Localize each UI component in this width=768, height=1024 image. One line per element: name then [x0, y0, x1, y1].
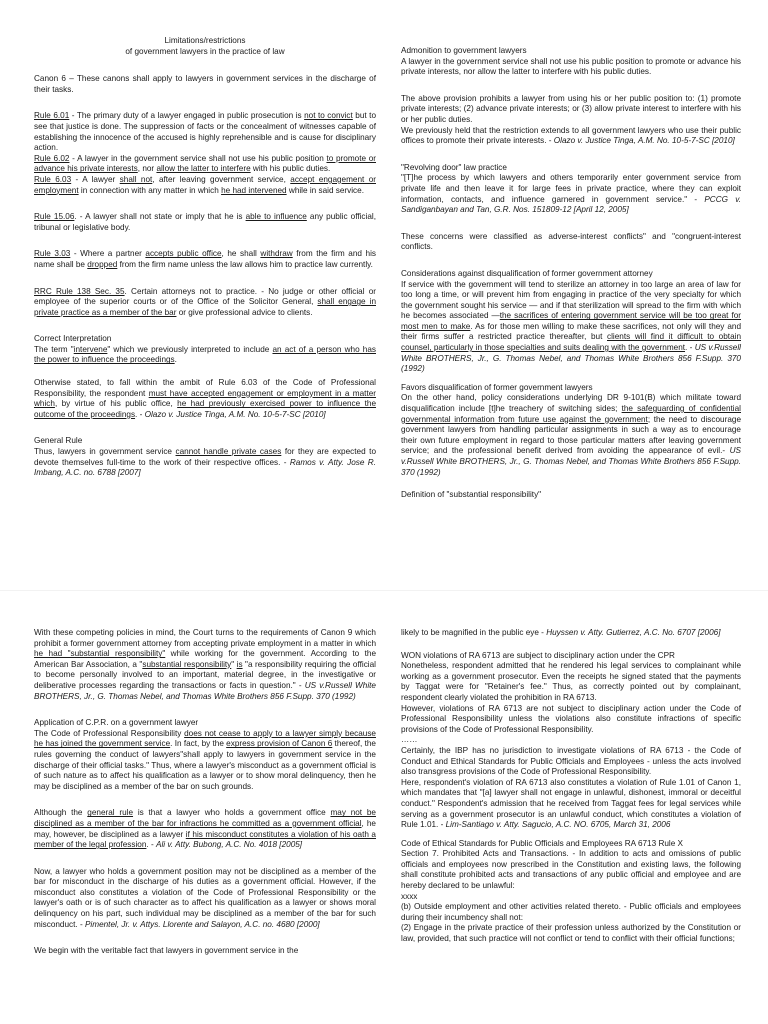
rule-6-03-text-end: while in said service. — [286, 185, 364, 195]
top-left-column — [34, 36, 376, 488]
definition-heading: Definition of "substantial responsibility" — [401, 490, 542, 500]
rule-15-06-paragraph — [34, 212, 376, 233]
section-7-paragraph: Section 7. Prohibited Acts and Transactions. - In addition to acts and omissions of public officials and employees now prescribed in the Constitution and existing laws, the following shall constitute prohibited acts and transactions of any public official and employee and are hereby declared to be unlawful: — [401, 849, 741, 891]
ci-text-end: . — [174, 355, 177, 365]
alt-text-2: is that a lawyer who holds a government office — [133, 808, 331, 818]
cons-text-2: . As for those men willing to make these sacrifices, not only will they and their firms suffer a restricted practice thereafter, but — [401, 321, 742, 342]
ow-text-3: . - — [135, 409, 145, 419]
considerations-heading: Considerations against disqualification of former government attorney — [401, 268, 653, 278]
magnified-paragraph — [401, 628, 741, 639]
rule-6-02-text-2: , nor — [137, 164, 157, 174]
alt-text-4: . - — [146, 840, 156, 850]
gr-text: Thus, lawyers in government service — [34, 447, 176, 457]
ci-emphasis-1: intervene — [73, 344, 108, 354]
top-right-column — [401, 46, 741, 510]
app-text-3: thereof, the rules governing the conduct of lawyers"shall apply to lawyers in government service in the discharge of their official tasks." Thus, where a lawyer's misconduct as a government official is of such nature as to affect his qualification as a lawyer or to show moral delinquency, then he may be disciplined as a member of the bar on such grounds. — [34, 739, 376, 791]
canon-6-paragraph: Canon 6 – These canons shall apply to lawyers in government services in the discharge of their tasks. — [34, 74, 376, 94]
rule-6-03-paragraph — [34, 175, 376, 196]
rrc-rule-label: RRC Rule 138 Sec. 35 — [34, 286, 125, 296]
rule-6-03-emphasis-3: he had intervened — [221, 185, 287, 195]
concerns-paragraph: These concerns were classified as adverse-interest conflicts" and "congruent-interest conflicts. — [401, 231, 741, 252]
rrc-rule-text-end: or give professional advice to clients. — [176, 307, 313, 317]
rule-6-02-text-end: with his public duties. — [250, 164, 331, 174]
rule-3-03-emphasis-2: withdraw — [260, 249, 293, 259]
favors-paragraph — [401, 393, 741, 478]
otherwise-stated-paragraph — [34, 378, 376, 420]
cp-citation: US v.Russell White BROTHERS, Jr., G. Thomas Nebel, and Thomas White Brothers 856 F.Supp. 370 (1992) — [34, 680, 376, 701]
application-paragraph — [34, 729, 376, 793]
ellipsis: …… — [401, 735, 418, 745]
rule-3-03-paragraph — [34, 249, 376, 270]
bottom-right-column — [401, 628, 741, 945]
alt-text: Although the — [34, 808, 88, 818]
rrc-rule-emphasis: shall engage in private practice as a member of the bar — [34, 297, 376, 317]
ci-text-2: " which we previously interpreted to include — [107, 344, 273, 354]
page-title-line-2: of government lawyers in the practice of law — [125, 46, 285, 56]
rule-6-03-label: Rule 6.03 — [34, 174, 72, 184]
nonetheless-paragraph: Nonetheless, respondent admitted that he rendered his legal services to complainant while working as a government prosecutor. Even the receipts he signed stated that the payments by Taggat were for "Retainer's fee." Thus, as correctly pointed out by complainant, respondent clearly violated the prohibition in RA 6713. — [401, 661, 741, 702]
veritable-fact-paragraph: We begin with the veritable fact that lawyers in government service in the — [34, 946, 299, 956]
now-paragraph — [34, 867, 376, 931]
gr-citation: Ramos v. Atty. Jose R. Imbang, A.C. no. 6788 [2007] — [34, 457, 376, 478]
ow-emphasis-2: he had previously exercised power to influence the outcome of the proceedings — [34, 399, 377, 419]
bottom-left-column — [34, 628, 376, 966]
rule-6-01-emphasis: not to convict — [304, 111, 353, 121]
rule-6-02-text: - A lawyer in the government service shall not use his public position — [69, 153, 327, 163]
here-text: Here, respondent's violation of RA 6713 also constitutes a violation of Rule 1.01 of Canon 1, which mandates that "[a] lawyer shall not engage in unlawful, dishonest, immoral or deceitful conduct." Respondent's admission that he received from Taggat fees for legal services while serving as a government prosecutor is an unlawful conduct, which constitutes a violation of Rule 1.01. - — [401, 777, 741, 830]
now-text: Now, a lawyer who holds a government position may not be disciplined as a member of the bar for misconduct in the discharge of his duties as a government official. However, if the misconduct also constitutes a violation of the Code of Professional Responsibility or the lawyer's oath or is of such character as to affect his qualification as a lawyer or shows moral delinquency on his part, such individual may be disciplined as a member of the bar for such misconduct. - — [34, 866, 376, 929]
rule-6-03-text-2: , after leaving government service, — [152, 174, 291, 184]
restriction-paragraph — [401, 126, 741, 147]
cp-text-4: "a responsibility requiring the official to become personally involved to an important, material degree, in the investigative or deliberative processes regarding the transactions or facts in question." - — [34, 659, 376, 690]
outside-employment-paragraph: (b) Outside employment and other activities related thereto. - Public officials and employees during their incumbency shall not: — [401, 902, 741, 922]
alt-emphasis-2: may not be disciplined as a member of the bar for infractions he committed as a government official — [34, 808, 376, 828]
rule-3-03-label: Rule 3.03 — [34, 249, 71, 259]
alt-emphasis-3: if his misconduct constitutes a violation of his oath a member of the legal profession — [34, 829, 376, 850]
app-emphasis-1: does not cease to apply to a lawyer simply because he has joined the government service — [34, 728, 376, 749]
however-paragraph: However, violations of RA 6713 are not subject to disciplinary action under the Code of Professional Responsibility unless the violations also constitute infractions of specific provisions of the Code of Professional Responsibility. — [401, 703, 741, 734]
provision-paragraph: The above provision prohibits a lawyer from using his or her public position to: (1) promote private interests; (2) advance private interests; or (3) allow private interest to interfere with his or her public duties. — [401, 93, 741, 124]
revolving-door-paragraph — [401, 173, 741, 215]
cons-emphasis-1: the sacrifices of entering government service will be too great for most men to make — [401, 311, 741, 331]
correct-interpretation-heading: Correct Interpretation — [34, 334, 112, 344]
ow-text-2: , by virtue of his public office, — [54, 399, 178, 409]
ow-citation: Olazo v. Justice Tinga, A.M. No. 10-5-7-SC [2010] — [144, 409, 326, 419]
rule-3-03-text-end: from the firm name unless the law allows him to practice law currently. — [117, 259, 373, 269]
rule-3-03-emphasis-1: accepts public office — [145, 249, 222, 259]
rule-6-01-text: - The primary duty of a lawyer engaged in public prosecution is — [69, 111, 305, 121]
cp-emphasis-3: is — [236, 659, 243, 669]
xxxx-marker: xxxx — [401, 891, 418, 901]
cons-citation: US v.Russell White BROTHERS, Jr., G. Thomas Nebel, and Thomas White Brothers 856 F.Supp. 370 (1992) — [401, 343, 741, 374]
ow-emphasis-1: must have accepted engagement or employment in a matter which — [34, 388, 377, 409]
page-title-line-1: Limitations/restrictions — [164, 36, 246, 45]
revolving-door-heading: "Revolving door" law practice — [401, 162, 507, 172]
alt-text-3: , he may, however, be disciplined as a lawyer — [34, 818, 376, 839]
cp-text-3: " — [231, 659, 237, 669]
certainly-paragraph: Certainly, the IBP has no jurisdiction to investigate violations of RA 6713 - the Code of Conduct and Ethical Standards for Public Officials and Employees - unless the acts involved also transgress provisions of the Code of Professional Responsibility. — [401, 745, 741, 777]
competing-policies-paragraph — [34, 628, 376, 702]
page-divider — [0, 590, 768, 591]
mag-text: likely to be magnified in the public eye - — [401, 628, 547, 637]
mag-citation: Huyssen v. Atty. Gutierrez, A.C. No. 6707 [2006] — [546, 628, 721, 637]
rule-6-03-emphasis-1: shall not — [119, 174, 153, 184]
alt-emphasis-1: general rule — [87, 808, 134, 818]
rule-6-03-emphasis-2: accept engagement or employment — [34, 174, 376, 195]
rule-6-02-emphasis-1: to promote or advance his private interests — [34, 153, 376, 174]
rule-3-03-text-3: from the firm and his name shall be — [34, 249, 376, 269]
rule-3-03-emphasis-3: dropped — [87, 259, 118, 269]
private-practice-paragraph: (2) Engage in the private practice of their profession unless authorized by the Constitution or law, provided, that such practice will not conflict or tend to conflict with their official functions; — [401, 923, 741, 944]
ci-text: The term " — [34, 344, 74, 354]
correct-interpretation-paragraph — [34, 345, 376, 366]
cp-text: With these competing policies in mind, the Court turns to the requirements of Canon 9 which prohibit a former government attorney from accepting private employment in a matter in which — [34, 628, 376, 648]
app-text: The Code of Professional Responsibility — [34, 728, 185, 738]
rule-6-03-text: - A lawyer — [71, 174, 120, 184]
fav-text: On the other hand, policy considerations underlying DR 9-101(B) which militate toward disqualification include [t]he treachery of switching sides; — [401, 393, 741, 414]
cp-text-2: while working for the government. According to the American Bar Association, a " — [34, 649, 376, 669]
gr-emphasis: cannot handle private cases — [175, 447, 282, 457]
considerations-paragraph — [401, 280, 741, 375]
rule-6-02-emphasis-2: allow the latter to interfere — [156, 164, 251, 174]
general-rule-paragraph — [34, 447, 376, 479]
fav-text-2: ; the need to discourage government lawyers from handling particular assignments in such a way as to encourage their own future employment in regard to those particular matters after leaving government service; and the professional benefit derived from avoiding the appearance of evil.- — [401, 414, 741, 456]
rule-3-03-text-2: , he shall — [221, 249, 261, 259]
general-rule-heading: General Rule — [34, 436, 83, 446]
rrc-rule-138-paragraph — [34, 287, 376, 319]
rule-6-02-paragraph — [34, 154, 376, 175]
rd-text: "[T]he process by which lawyers and others temporarily enter government service from private life and then leave it for large fees in private practice, where they can exploit information, contacts, and influence garnered in government service." - — [401, 173, 741, 204]
restriction-citation: Olazo v. Justice Tinga, A.M. No. 10-5-7-SC [2010] — [553, 136, 735, 146]
rd-citation: PCCG v. Sandiganbayan and Tan, G.R. Nos. 151809-12 [April 12, 2005] — [401, 194, 741, 215]
rule-15-06-emphasis: able to influence — [245, 212, 307, 222]
rule-3-03-text: - Where a partner — [70, 249, 146, 259]
rrc-rule-text: . Certain attorneys not to practice. - No judge or other official or employee of the superior courts or of the Office of the Solicitor General, — [34, 286, 376, 307]
application-heading: Application of C.P.R. on a government lawyer — [34, 718, 199, 728]
cp-emphasis-1: he had "substantial responsibility" — [34, 649, 166, 659]
favors-heading: Favors disqualification of former government lawyers — [401, 382, 593, 392]
rule-15-06-label: Rule 15.06 — [34, 212, 75, 222]
gr-text-2: for they are expected to devote themselves full-time to the work of their respective offices. - — [34, 447, 376, 467]
rule-6-01-label: Rule 6.01 — [34, 111, 70, 121]
cons-text: If service with the government will tend to sterilize an attorney in too large an area of law for too long a time, or will prevent him from engaging in practice of the very specialty for which the government sought his service — and if that sterilization will spread to the firm with which he becomes associated — — [401, 279, 741, 321]
restriction-text: We previously held that the restriction extends to all government lawyers who use their public offices to promote their private interests. - — [401, 125, 741, 146]
here-paragraph — [401, 778, 741, 831]
rule-6-01-text-end: but to see that justice is done. The suppression of facts or the concealment of witnesses capable of establishing the innocence of the accused is highly reprehensible and is cause for disciplinary action. — [34, 111, 376, 153]
admonition-heading: Admonition to government lawyers — [401, 46, 527, 55]
fav-citation: US v.Russell White BROTHERS, Jr., G. Thomas Nebel, and Thomas White Brothers 856 F.Supp. 370 (1992) — [401, 446, 741, 477]
rule-6-02-label: Rule 6.02 — [34, 153, 70, 163]
cons-text-3: . - — [685, 343, 695, 353]
alt-citation: Ali v. Atty. Bubong, A.C. No. 4018 [2005] — [155, 840, 303, 850]
cp-emphasis-2: substantial responsibility — [142, 659, 232, 669]
rule-6-01-paragraph — [34, 111, 376, 153]
app-emphasis-2: express provision of Canon 6 — [226, 739, 333, 749]
won-heading: WON violations of RA 6713 are subject to disciplinary action under the CPR — [401, 650, 675, 660]
code-heading: Code of Ethical Standards for Public Officials and Employees RA 6713 Rule X — [401, 838, 684, 848]
rule-15-06-text: . - A lawyer shall not state or imply that he is — [74, 212, 246, 222]
now-citation: Pimentel, Jr. v. Attys. Llorente and Salayon, A.C. no. 4680 [2000] — [84, 919, 320, 929]
cons-emphasis-2: clients will find it difficult to obtain counsel, particularly in those specialties and suits dealing with the government — [401, 332, 741, 353]
rule-15-06-text-end: any public official, tribunal or legislative body. — [34, 212, 376, 232]
ow-text: Otherwise stated, to fall within the ambit of Rule 6.03 of the Code of Professional Responsibility, the respondent — [34, 378, 376, 398]
app-text-2: . In fact, by the — [170, 739, 227, 749]
although-paragraph — [34, 808, 376, 850]
here-citation: Lim-Santiago v. Atty. Sagucio, A.C. NO. 6705, March 31, 2006 — [445, 820, 671, 830]
ci-emphasis-2: an act of a person who has the power to influence the proceedings — [34, 344, 376, 365]
fav-emphasis: the safeguarding of confidential governmental information from future use against the government — [401, 404, 741, 424]
rule-6-03-text-3: in connection with any matter in which — [78, 185, 222, 195]
admonition-paragraph: A lawyer in the government service shall not use his public position to promote or advance his private interests, nor allow the latter to interfere with his public duties. — [401, 56, 741, 77]
